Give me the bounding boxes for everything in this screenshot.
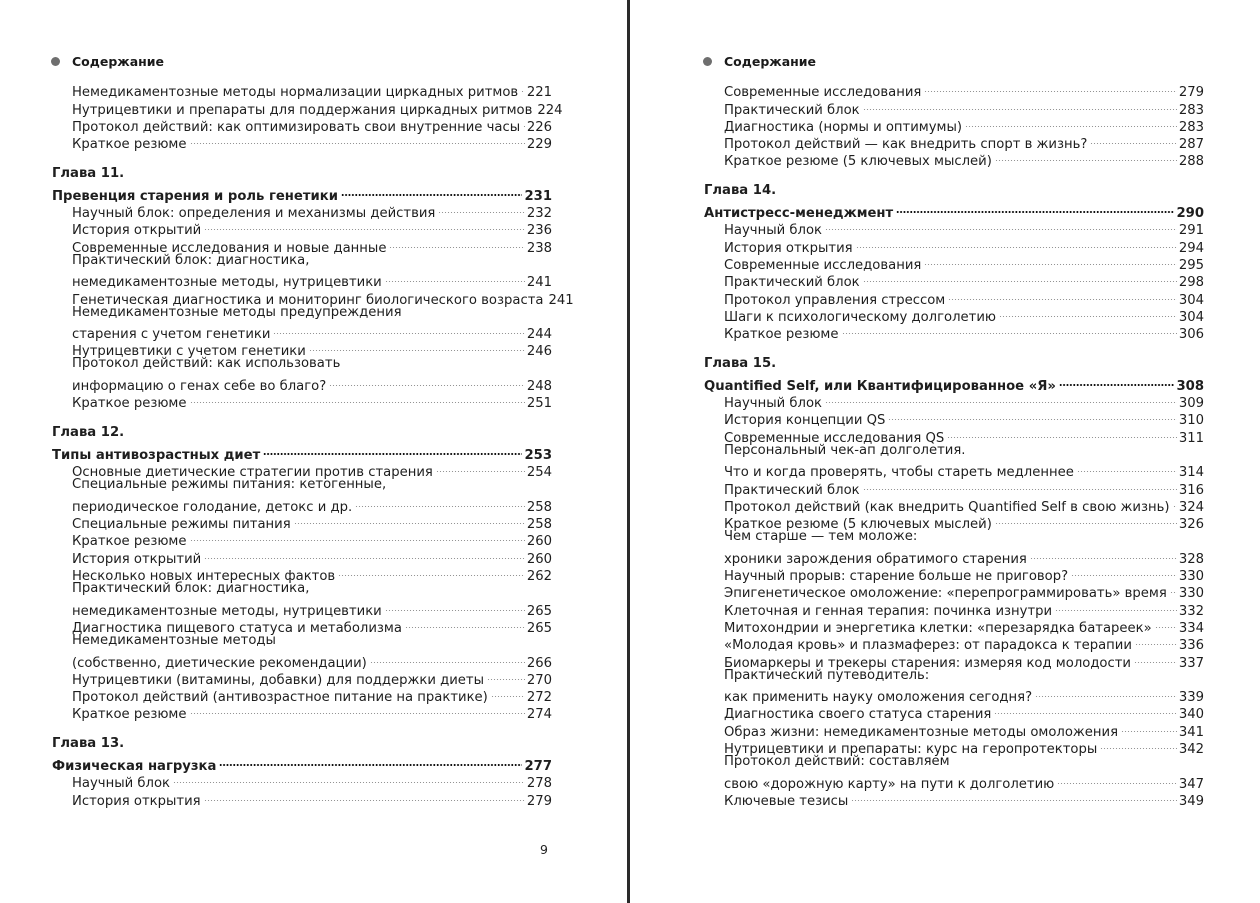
toc-entry-page: 251: [526, 396, 552, 412]
toc-entry-title: информацию о генах себе во благо?: [72, 379, 327, 395]
toc-entry-title: Генетическая диагностика и мониторинг биологического возраста: [72, 292, 544, 308]
left-page: [0, 0, 627, 903]
toc-entry-line1: [52, 355, 552, 372]
toc-entry-title: Ключевые тезисы: [724, 793, 849, 809]
toc-entry-title: Научный прорыв: старение больше не приговор?: [724, 569, 1069, 585]
dot-leader: [995, 511, 1177, 528]
toc-entry-line1: [52, 580, 552, 597]
dot-leader: [190, 131, 525, 148]
chapter-page: 308: [1176, 378, 1204, 394]
toc-entry-title-line1: Протокол действий: составляем: [724, 753, 950, 769]
dot-leader: [1135, 632, 1177, 649]
toc-entry-page: 283: [1178, 119, 1204, 135]
toc-entry-page: 229: [526, 137, 552, 153]
dot-leader: [173, 770, 525, 787]
dot-leader: [947, 424, 1177, 441]
toc-entry-page: 287: [1178, 137, 1204, 153]
toc-entry-title: Практический блок: [724, 482, 860, 498]
toc-entry-title: немедикаментозные методы, нутрицевтики: [72, 275, 382, 291]
toc-entry-page: 241: [548, 292, 574, 308]
dot-leader: [825, 217, 1177, 234]
toc-entry-line1: [52, 476, 552, 493]
toc-entry[interactable]: [52, 373, 552, 395]
toc-entry-title: Современные исследования: [724, 257, 922, 273]
toc-entry-title: Краткое резюме: [72, 534, 187, 550]
toc-entry-title: Краткое резюме (5 ключевых мыслей): [724, 154, 992, 170]
toc-entry-page: 291: [1178, 223, 1204, 239]
toc-entry-page: 279: [526, 793, 552, 809]
toc-entry-page: 272: [526, 690, 552, 706]
toc-entry[interactable]: [52, 79, 552, 101]
running-head-title: Содержание: [72, 53, 165, 69]
dot-leader: [1035, 684, 1177, 701]
dot-leader: [385, 597, 525, 614]
toc-entry-page: 270: [526, 672, 552, 688]
right-page: [630, 0, 1260, 903]
toc-entry-title: Научный блок: [724, 223, 822, 239]
toc-entry-title: Протокол управления стрессом: [724, 292, 946, 308]
toc-entry-title: История открытий: [72, 223, 202, 239]
toc-entry-title: старения с учетом генетики: [72, 327, 271, 343]
chapter-label: Глава 14.: [704, 183, 777, 199]
dot-leader: [948, 286, 1177, 303]
toc-entry-title: Несколько новых интересных фактов: [72, 569, 336, 585]
toc-entry-title: Краткое резюме: [72, 137, 187, 153]
toc-entry-page: 262: [526, 569, 552, 585]
dot-leader: [491, 684, 525, 701]
toc-entry-title: Краткое резюме: [72, 707, 187, 723]
dot-leader: [405, 615, 525, 632]
toc-entry-page: 248: [526, 379, 552, 395]
toc-entry-page: 330: [1178, 586, 1204, 602]
toc-entry-title: Что и когда проверять, чтобы стареть медленнее: [724, 465, 1074, 481]
toc-entry-page: 258: [526, 517, 552, 533]
toc-entry-page: 232: [526, 206, 552, 222]
toc-entry[interactable]: [704, 770, 1204, 792]
dot-leader: [1071, 563, 1177, 580]
chapter-title-entry[interactable]: [704, 200, 1204, 222]
toc-entry-title: Научный блок: [724, 396, 822, 412]
dot-leader: [994, 701, 1176, 718]
chapter-title: Превенция старения и роль генетики: [52, 188, 338, 204]
chapter-title-entry[interactable]: [52, 182, 552, 204]
toc-entry-title: (собственно, диетические рекомендации): [72, 655, 367, 671]
toc-entry-page: 304: [1178, 309, 1204, 325]
dot-leader: [924, 252, 1176, 269]
dot-leader: [1170, 580, 1177, 597]
toc-entry-title: Современные исследования: [724, 85, 922, 101]
chapter-label: Глава 11.: [52, 166, 125, 182]
chapter-page: 231: [524, 188, 552, 204]
chapter-page: 253: [524, 447, 552, 463]
dot-leader: [190, 390, 525, 407]
toc-entry-title: Научный блок: определения и механизмы действия: [72, 206, 436, 222]
toc-entry-page: 324: [1178, 499, 1204, 515]
toc-entry-page: 334: [1178, 620, 1204, 636]
toc-entry-title-line1: Практический блок: диагностика,: [72, 252, 310, 268]
toc-entry-title: Нутрицевтики и препараты для поддержания циркадных ритмов: [72, 102, 533, 118]
toc-entry-page: 337: [1178, 655, 1204, 671]
dot-leader: [1173, 494, 1177, 511]
toc-entry-page: 241: [526, 275, 552, 291]
toc-entry-page: 326: [1178, 517, 1204, 533]
toc-entry-title: Практический блок: [724, 275, 860, 291]
page-number: 9: [540, 842, 548, 857]
chapter-page: 290: [1176, 206, 1204, 222]
toc-entry[interactable]: [52, 321, 552, 343]
toc-list: [52, 79, 574, 809]
toc-entry-page: 274: [526, 707, 552, 723]
toc-entry[interactable]: [704, 79, 1204, 101]
toc-entry-page: 224: [537, 102, 563, 118]
dot-leader: [1121, 718, 1177, 735]
toc-entry-title: Специальные режимы питания: [72, 517, 291, 533]
toc-entry-title: Протокол действий (как внедрить Quantified Self в свою жизнь): [724, 499, 1170, 515]
dot-leader: [863, 269, 1177, 286]
dot-leader: [338, 563, 525, 580]
toc-entry-title: Шаги к психологическому долголетию: [724, 309, 996, 325]
toc-entry-page: 221: [526, 85, 552, 101]
dot-leader: [1057, 770, 1177, 787]
toc-entry-title: Современные исследования QS: [724, 430, 945, 446]
toc-entry-title: Немедикаментозные методы нормализации циркадных ритмов: [72, 85, 519, 101]
toc-entry-page: 311: [1178, 430, 1204, 446]
dot-leader: [523, 114, 525, 131]
toc-entry-title: Краткое резюме: [72, 396, 187, 412]
toc-entry-title: Современные исследования и новые данные: [72, 240, 387, 256]
toc-entry-page: 295: [1178, 257, 1204, 273]
toc-entry-title-line1: Протокол действий: как использовать: [72, 356, 341, 372]
dot-leader: [896, 200, 1174, 217]
dot-leader: [204, 217, 525, 234]
chapter-title-entry[interactable]: [52, 442, 552, 463]
toc-entry-title: Протокол действий: как оптимизировать свои внутренние часы: [72, 119, 521, 135]
toc-entry-title: Протокол действий (антивозрастное питание на практике): [72, 690, 488, 706]
toc-entry-title: Митохондрии и энергетика клетки: «перезарядка батареек»: [724, 620, 1152, 636]
toc-list: [704, 79, 1204, 809]
toc-entry-title: Диагностика пищевого статуса и метаболизма: [72, 620, 402, 636]
chapter-title: Quantified Self, или Квантифицированное «Я»: [704, 378, 1056, 394]
dot-leader: [863, 96, 1177, 113]
toc-entry-page: 314: [1178, 465, 1204, 481]
toc-entry-page: 332: [1178, 603, 1204, 619]
dot-leader: [965, 114, 1177, 131]
dot-leader: [190, 701, 525, 718]
toc-entry-page: 309: [1178, 396, 1204, 412]
dot-leader: [438, 200, 524, 217]
toc-entry-title: немедикаментозные методы, нутрицевтики: [72, 603, 382, 619]
toc-entry-page: 236: [526, 223, 552, 239]
toc-entry[interactable]: [52, 597, 552, 619]
toc-entry-page: 341: [1178, 724, 1204, 740]
toc-entry-page: 330: [1178, 569, 1204, 585]
toc-entry-page: 226: [526, 119, 552, 135]
toc-entry[interactable]: [52, 269, 552, 291]
toc-entry-title: Нутрицевтики (витамины, добавки) для поддержки диеты: [72, 672, 485, 688]
toc-entry-title: Краткое резюме (5 ключевых мыслей): [724, 517, 992, 533]
dot-leader: [1155, 615, 1177, 632]
dot-leader: [190, 528, 525, 545]
toc-entry-page: 340: [1178, 707, 1204, 723]
toc-entry-title: Научный блок: [72, 776, 170, 792]
chapter-label: Глава 13.: [52, 736, 125, 752]
toc-entry-title-line1: Немедикаментозные методы предупреждения: [72, 304, 402, 320]
chapter-title-entry[interactable]: [52, 753, 552, 774]
toc-entry-page: 306: [1178, 327, 1204, 343]
toc-entry-title-line1: Персональный чек-ап долголетия.: [724, 442, 966, 458]
dot-leader: [389, 234, 524, 251]
chapter-title: Типы антивозрастных диет: [52, 447, 261, 463]
toc-entry-page: 288: [1178, 154, 1204, 170]
toc-entry-page: 260: [526, 551, 552, 567]
dot-leader: [995, 148, 1177, 165]
toc-entry[interactable]: [52, 649, 552, 671]
dot-leader: [1100, 736, 1177, 753]
bullet-icon: [51, 57, 60, 66]
toc-entry-title: Образ жизни: немедикаментозные методы омоложения: [724, 724, 1119, 740]
dot-leader: [273, 321, 524, 338]
toc-entry-page: 347: [1178, 776, 1204, 792]
toc-entry-page: 316: [1178, 482, 1204, 498]
dot-leader: [263, 442, 522, 459]
dot-leader: [355, 494, 525, 511]
toc-entry-page: 266: [526, 655, 552, 671]
dot-leader: [370, 649, 525, 666]
dot-leader: [924, 79, 1176, 96]
toc-entry-page: 244: [526, 327, 552, 343]
toc-entry[interactable]: [704, 545, 1204, 567]
dot-leader: [851, 788, 1176, 805]
toc-entry-title: История концепции QS: [724, 413, 886, 429]
toc-entry-page: 260: [526, 534, 552, 550]
toc-entry-page: 254: [526, 465, 552, 481]
dot-leader: [294, 511, 525, 528]
dot-leader: [487, 667, 525, 684]
chapter-label: Глава 15.: [704, 356, 777, 372]
toc-entry-title: Протокол действий — как внедрить спорт в жизнь?: [724, 137, 1088, 153]
toc-entry-line1: [704, 442, 1204, 459]
toc-entry-title: «Молодая кровь» и плазмаферез: от парадокса к терапии: [724, 638, 1132, 654]
dot-leader: [1090, 131, 1176, 148]
running-head: [51, 52, 164, 70]
toc-entry[interactable]: [52, 494, 552, 515]
dot-leader: [436, 459, 525, 476]
dot-leader: [1134, 649, 1177, 666]
toc-entry-page: 298: [1178, 275, 1204, 291]
toc-entry[interactable]: [704, 684, 1204, 706]
toc-entry-page: 265: [526, 603, 552, 619]
toc-entry[interactable]: [704, 459, 1204, 481]
toc-entry-title: Эпигенетическое омоложение: «перепрограммировать» время: [724, 586, 1167, 602]
toc-entry-page: 283: [1178, 102, 1204, 118]
dot-leader: [1077, 459, 1177, 476]
toc-entry-page: 258: [526, 499, 552, 515]
toc-entry-title: хроники зарождения обратимого старения: [724, 551, 1027, 567]
running-head: [703, 52, 816, 70]
toc-entry-page: 304: [1178, 292, 1204, 308]
dot-leader: [1059, 372, 1175, 389]
toc-entry-title-line1: Чем старше — тем моложе:: [724, 529, 918, 545]
chapter-title: Физическая нагрузка: [52, 758, 217, 774]
chapter-page: 277: [524, 758, 552, 774]
toc-entry-page: 278: [526, 776, 552, 792]
toc-entry-title: История открытия: [724, 240, 853, 256]
toc-entry-page: 339: [1178, 690, 1204, 706]
dot-leader: [309, 338, 525, 355]
bullet-icon: [703, 57, 712, 66]
dot-leader: [219, 753, 522, 770]
dot-leader: [341, 182, 523, 199]
toc-entry-title: Практический блок: [724, 102, 860, 118]
chapter-label: Глава 12.: [52, 425, 125, 441]
toc-entry-title: Краткое резюме: [724, 327, 839, 343]
toc-entry-page: 310: [1178, 413, 1204, 429]
dot-leader: [521, 79, 525, 96]
toc-entry-page: 265: [526, 620, 552, 636]
dot-leader: [385, 269, 525, 286]
dot-leader: [888, 407, 1176, 424]
dot-leader: [999, 304, 1177, 321]
toc-entry-line1: [52, 252, 552, 269]
toc-entry-title: Нутрицевтики и препараты: курс на геропротекторы: [724, 741, 1098, 757]
toc-entry-page: 246: [526, 344, 552, 360]
toc-entry-title: периодическое голодание, детокс и др.: [72, 499, 353, 515]
toc-entry-title: Клеточная и генная терапия: починка изнутри: [724, 603, 1053, 619]
toc-entry-title-line1: Специальные режимы питания: кетогенные,: [72, 477, 387, 493]
dot-leader: [204, 787, 525, 804]
toc-entry-title: свою «дорожную карту» на пути к долголетию: [724, 776, 1055, 792]
toc-entry-page: 294: [1178, 240, 1204, 256]
toc-entry-title: как применить науку омоложения сегодня?: [724, 690, 1033, 706]
toc-entry-page: 279: [1178, 85, 1204, 101]
dot-leader: [863, 476, 1177, 493]
dot-leader: [1055, 597, 1177, 614]
toc-entry-page: 342: [1178, 741, 1204, 757]
dot-leader: [1030, 545, 1177, 562]
toc-entry-title: История открытий: [72, 551, 202, 567]
chapter-title-entry[interactable]: [704, 372, 1204, 394]
dot-leader: [329, 373, 525, 390]
toc-entry-title: Биомаркеры и трекеры старения: измеряя код молодости: [724, 655, 1132, 671]
chapter-title: Антистресс-менеджмент: [704, 206, 894, 222]
toc-entry-title-line1: Немедикаментозные методы: [72, 632, 276, 648]
dot-leader: [204, 545, 525, 562]
toc-entry-page: 238: [526, 240, 552, 256]
dot-leader: [856, 234, 1177, 251]
toc-entry-title: Диагностика (нормы и оптимумы): [724, 119, 963, 135]
toc-entry-title: Диагностика своего статуса старения: [724, 707, 992, 723]
toc-entry-title: Основные диетические стратегии против старения: [72, 465, 433, 481]
dot-leader: [842, 321, 1177, 338]
toc-entry-page: 328: [1178, 551, 1204, 567]
toc-entry-title-line1: Практический блок: диагностика,: [72, 581, 310, 597]
running-head-title: Содержание: [724, 53, 817, 69]
toc-entry-title: История открытия: [72, 793, 201, 809]
toc-entry-page: 336: [1178, 638, 1204, 654]
dot-leader: [825, 390, 1177, 407]
toc-entry-page: 349: [1178, 793, 1204, 809]
toc-entry-title: Нутрицевтики с учетом генетики: [72, 344, 306, 360]
toc-entry-title-line1: Практический путеводитель:: [724, 667, 930, 683]
